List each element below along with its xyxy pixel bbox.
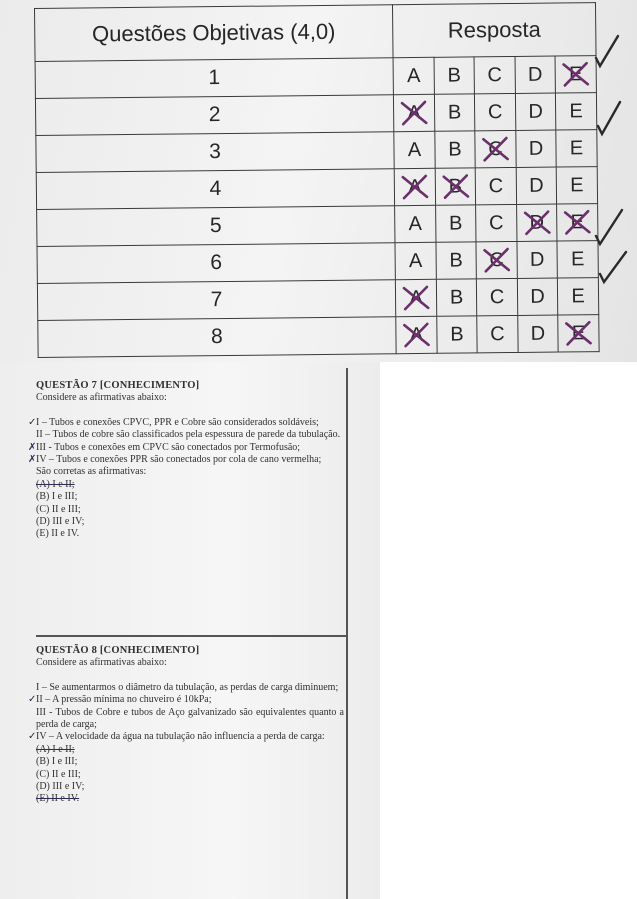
question-separator	[36, 635, 346, 637]
option-letter: D	[529, 248, 545, 271]
option-letter: C	[490, 322, 505, 345]
page-border-line	[346, 368, 348, 899]
option-letter: B	[448, 138, 462, 161]
question-number: 1	[35, 58, 393, 99]
option-letter: A	[408, 249, 423, 272]
option-letter: A	[408, 212, 423, 235]
q8-option-a: (A) I e II;	[36, 743, 75, 755]
option-letter: A	[409, 286, 423, 309]
option-letter: D	[528, 137, 544, 160]
option-cell-d	[517, 204, 557, 241]
option-cell-a	[395, 205, 436, 242]
answer-grid	[34, 2, 600, 358]
option-cell-b	[436, 279, 476, 316]
option-letter: A	[409, 323, 424, 346]
option-letter: B	[448, 175, 463, 198]
q8-statement-3: III - Tubos de Cobre e tubos de Aço galvanizado são equivalentes quanto a perda de carga;	[36, 706, 344, 731]
q7-option-b: (B) I e III;	[36, 491, 78, 503]
option-cell-c	[476, 278, 517, 315]
answer-row	[37, 278, 598, 321]
option-letter: E	[571, 321, 586, 344]
q8-option-e: (E) II e IV.	[36, 793, 80, 805]
answer-row	[36, 130, 597, 173]
option-letter: E	[571, 284, 585, 307]
question-number: 4	[36, 169, 394, 210]
option-cell-d	[517, 241, 557, 278]
option-letter: A	[407, 101, 421, 124]
option-cell-b	[434, 94, 474, 131]
option-letter: C	[488, 211, 504, 234]
option-letter: D	[527, 63, 543, 86]
check-mark-2	[598, 102, 620, 134]
option-letter: E	[569, 136, 584, 159]
question-7	[28, 380, 344, 541]
option-cell-a	[393, 94, 434, 131]
option-letter: A	[406, 64, 421, 87]
q7-option-e: (E) II e IV.	[36, 528, 80, 540]
option-letter: C	[489, 248, 504, 271]
option-cell-a	[396, 316, 437, 353]
q7-option-c: (C) II e III;	[36, 503, 81, 515]
option-cell-d	[516, 167, 556, 204]
option-cell-c	[475, 130, 516, 167]
option-cell-c	[474, 56, 515, 93]
option-letter: A	[407, 138, 422, 161]
q8-option-b: (B) I e III;	[36, 756, 78, 768]
q8-statement-1: I – Se aumentarmos o diâmetro da tubulação, as perdas de carga diminuem;	[36, 681, 339, 693]
option-cell-a	[395, 279, 436, 316]
check-mark-1	[596, 36, 618, 66]
option-letter: B	[447, 101, 462, 124]
grid-header-row	[35, 3, 597, 62]
q8-option-d: (D) III e IV;	[36, 781, 85, 793]
question-number: 2	[35, 95, 393, 136]
question-number: 3	[36, 132, 394, 173]
check-mark-icon: ✓	[28, 694, 37, 706]
option-letter: A	[408, 175, 422, 198]
answer-row	[36, 167, 597, 210]
q7-prompt: São corretas as afirmativas:	[36, 466, 147, 478]
answer-row	[35, 93, 596, 136]
option-cell-b	[436, 242, 476, 279]
q7-option-a: (A) I e II;	[36, 478, 75, 490]
q7-option-d: (D) III e IV;	[36, 516, 85, 528]
q7-title: QUESTÃO 7 [CONHECIMENTO]	[36, 380, 200, 391]
question-number: 7	[37, 280, 395, 321]
option-letter: B	[447, 64, 462, 87]
option-letter: E	[570, 210, 585, 233]
q7-statement-4: IV – Tubos e conexões PPR são conectados por cola de cano vermelha;	[36, 454, 322, 466]
option-cell-b	[434, 57, 474, 94]
q8-intro: Considere as afirmativas abaixo:	[36, 657, 167, 669]
option-cell-d	[517, 278, 557, 315]
exam-paper	[0, 362, 380, 899]
option-cell-d	[516, 130, 556, 167]
option-letter: B	[450, 323, 464, 346]
q7-statement-3: III - Tubos e conexões em CPVC são conectados por Termofusão;	[36, 441, 301, 453]
option-cell-b	[437, 316, 477, 353]
question-number: 6	[37, 243, 395, 284]
option-letter: C	[489, 285, 505, 308]
answer-row	[37, 241, 598, 284]
option-cell-b	[435, 131, 475, 168]
answer-row	[38, 315, 599, 358]
answer-header: Resposta	[392, 3, 596, 58]
x-mark-icon: ✗	[28, 441, 37, 453]
option-cell-b	[435, 168, 475, 205]
question-number: 8	[38, 317, 396, 358]
option-cell-c	[476, 241, 517, 278]
option-letter: B	[449, 249, 463, 272]
check-mark-icon: ✓	[28, 731, 37, 743]
option-letter: D	[529, 174, 544, 197]
question-number: 5	[37, 206, 395, 247]
option-cell-e	[555, 93, 596, 130]
option-letter: E	[570, 173, 584, 196]
option-cell-d	[518, 315, 558, 352]
grader-checkmarks	[592, 30, 637, 330]
option-cell-a	[394, 168, 435, 205]
option-letter: E	[569, 99, 583, 122]
option-letter: B	[448, 212, 463, 235]
option-letter: E	[568, 62, 583, 85]
option-letter: D	[530, 322, 546, 345]
option-cell-d	[515, 56, 555, 93]
q7-intro: Considere as afirmativas abaixo:	[36, 392, 167, 404]
option-cell-a	[395, 242, 436, 279]
check-mark-3	[596, 210, 622, 244]
option-letter: C	[488, 174, 504, 197]
option-letter: C	[487, 100, 503, 123]
q7-statement-2: II – Tubos de cobre são classificados pela espessura de parede da tubulação.	[36, 429, 341, 441]
option-cell-a	[393, 57, 434, 94]
option-cell-d	[515, 93, 555, 130]
option-cell-b	[436, 205, 476, 242]
q8-statement-2: II – A pressão mínima no chuveiro é 10kPa;	[36, 694, 212, 706]
option-letter: D	[530, 285, 545, 308]
option-cell-c	[474, 93, 515, 130]
answer-row	[37, 204, 598, 247]
check-mark-4	[600, 252, 626, 282]
q8-title: QUESTÃO 8 [CONHECIMENTO]	[36, 645, 200, 656]
option-letter: C	[488, 137, 503, 160]
option-cell-e	[555, 56, 596, 93]
option-letter: D	[529, 211, 545, 234]
q7-statement-1: I – Tubos e conexões CPVC, PPR e Cobre são considerados soldáveis;	[36, 416, 319, 428]
option-cell-c	[475, 167, 516, 204]
option-cell-a	[394, 131, 435, 168]
q8-option-c: (C) II e III;	[36, 768, 81, 780]
answer-row	[35, 56, 596, 99]
answer-sheet	[0, 0, 637, 362]
option-letter: B	[449, 286, 464, 309]
option-letter: D	[528, 100, 543, 123]
q8-statement-4: IV – A velocidade da água na tubulação não influencia a perda de carga:	[36, 731, 325, 743]
x-mark-icon: ✗	[28, 454, 37, 466]
option-letter: E	[570, 247, 585, 270]
check-mark-icon: ✓	[28, 416, 37, 428]
option-letter: C	[487, 63, 503, 86]
option-cell-c	[477, 315, 518, 352]
option-cell-c	[476, 204, 517, 241]
questions-header: Questões Objetivas (4,0)	[35, 5, 394, 62]
question-8	[28, 645, 344, 806]
